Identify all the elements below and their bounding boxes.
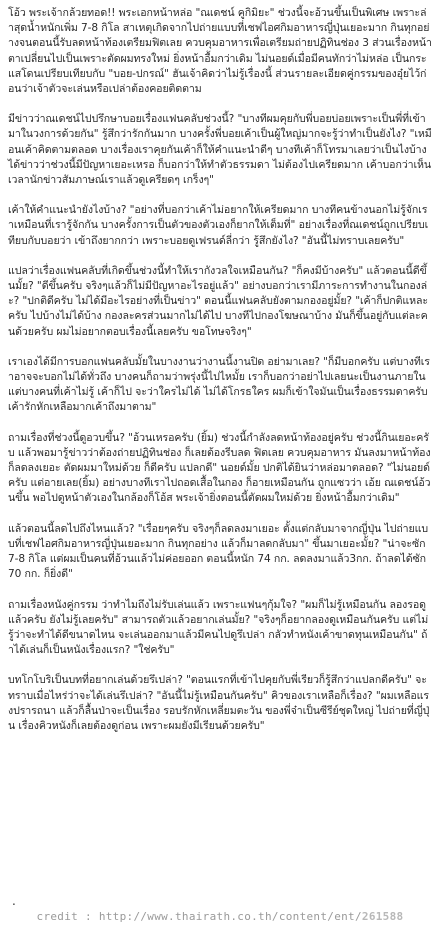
article-paragraph-8: ถามเรื่องหนังคู่กรรม ว่าทำไมถึงไม่รับเล่นแล้ว เพราะแฟนๆกุ้มใจ? "ผมก็ไม่รู้เหมือนกัน ลองรอดูแล้วครับ ยังไม่รู้เลยครับ" สามารถตัวแล้วอยากเล่นมั้ย? "จริงๆก็อยากลองดูเหมือนกันครับ แต่ไม่รู้ว่าจะทำได้ดีขนาดไหน จะเล่นออกมาแล้วมีคนไปดูรึเปล่า กลัวทำหนังเค้าขาดทุนเหมือนกัน" ถ้าได้เล่นก็เป็นหนังเรื่องแรก? "ใช่ครับ" xyxy=(8,598,429,657)
article-body xyxy=(8,6,432,734)
article-paragraph-9: บทโกโบริเป็นบทที่อยากเล่นด้วยรึเปล่า? "ตอนแรกที่เข้าไปคุยกับพี่เรียวก็รู้สึกว่าแปลกดีครับ" จะทราบเมื่อไหร่ว่าจะได้เล่นรึเปล่า? "อันนี้ไม่รู้เหมือนกันครับ" คิวของเราเหลือก็เรื่อง? "ผมเหลือแรงปรารถนา แล้วก็ลื้นป่าจะเป็นเรื่อง รอบรักหักเหลี่ยมตะวัน ของพี่จ๋าเป็นซีรีย์ชุดใหญ่ ไปถ่ายที่ญี่ปุ่น เรื่องคิวหนังก็เลยต้องดูก่อน เพราะผมยังมีเรียนด้วยครับ" xyxy=(8,674,430,732)
article-paragraph-6: ถามเรื่องที่ช่วงนี้ดูอวบขึ้น? "อ้วนเหรอครับ (ยิ้ม) ช่วงนี้กำลังลดหน้าท้องอยู่ครับ ช่วงนี้กินเยอะครับ แล้วพอมารู้ข่าวว่าต้องถ่ายปฏิทินช่อง ก็เลยต้องรีบลด ฟิตเลย ควบคุมอาหาร มันลงมาหน้าท้อง ก็ลดลงเยอะ ตัดผมมาใหม่ด้วย ก็ดีครับ แปลกดี" นอยด์มั้ย ปกติได้ยินว่าหล่อมาตลอด? "ไม่นอยด์ครับ แต่อายเลย(ยิ้ม) อย่างบางทีเราไปถอดเสื้อในกอง ก็อายเหมือนกัน ถูกแซวว่า เอ้ย ณเดชน์อ้วนขึ้น พอไปดูหน้าตัวเองในกล้องก็โอ้ส พระเจ้ายิ่งตอนนี้ตัดผมใหม่ด้วย ยิ่งหน้าอื้มกว่าเดิม" xyxy=(8,431,431,505)
article-paragraph-3: เค้าให้คำแนะนำยังไงบ้าง? "อย่างที่บอกว่าเค้าไม่อยากให้เครียดมาก บางทีคนข้างนอกไม่รู้จักเราเหมือนที่เรารู้จักกัน บางครั้งการเป็นตัวของตัวเองก็ยากให้เต็มที่" อย่างเรื่องที่ณเดชน์ถูกเปรียบเทียบกับบอยว่า เข้าถึงยากกว่า เพราะบอยดูเฟรนด์ลี่กว่า รู้สึกยังไง? "อันนี้ไม่ทราบเลยครับ" xyxy=(8,204,429,247)
credit-content-id: 261588 xyxy=(361,910,404,923)
article-paragraph-1: โอ้ว พระเจ้ากล้วยทอด!! พระเอกหน้าหล่อ "ณเดชน์ คูกิมิยะ" ช่วงนี้จะอ้วนขึ้นเป็นพิเศษ เพราะล่าสุดน้ำหนักเพิ่ม 7-8 กิโล สาเหตุเกิดจากไปถ่ายแบบที่เชฟไอศกิมอาหารญี่ปุ่นเยอะมาก กินทุกอย่างจนตอนนี้รับลดหน้าท้องเตรียมฟิตเลย ควบคุมอาหารเพื่อเตรียมถ่ายปฏิทินช่อง 3 ส่วนเรื่องหน้าตาเปลี่ยนไปเป็นเพราะตัดผมทรงใหม่ ยิ่งหน้าอื้มกว่าเดิม ไม่นอยด์เมื่อมีคนทักว่าไม่หล่อ เป็นกระแสโดนเปรียบเทียบกับ "บอย-ปกรณ์" ฮันเจ้าคิดว่าไม่รู้เรื่องนี้ ส่วนรายละเอียดคู่กรรมของอุ๋ยไว้ก่อนว่าเจ้าตัวจะเล่นหรือเปล่าต้องคอยติดตาม xyxy=(8,7,432,96)
credit-url: credit : http://www.thairath.co.th/content/ent/ xyxy=(36,910,362,923)
end-mark: . xyxy=(12,894,16,908)
article-paragraph-5: เราเองได้มีการบอกแฟนคลับมั้ยในบางงานว่างานนี้งานปิด อย่ามาเลย? "ก็มีบอกครับ แต่บางทีเราอาจจะบอกไม่ได้ทั่วถึง บางคนก็ถามว่าพรุ่งนี้ไปไหมั้ย เราก็บอกว่าอย่าไปเลยนะเป็นงานภายใน แต่บางคนที่เค้าไม่รู้ เค้าก็ไป จะว่าใครไม่ได้ ไม่ได้โกรธใคร ผมก็เข้าใจมันเป็นเรื่องธรรมดาครับ เค้ารักหักเหลือมากเค้าถึงมาตาม" xyxy=(8,355,430,414)
article-paragraph-7: แล้วตอนนี้ลดไปถึงไหนแล้ว? "เรื่อยๆครับ จริงๆก็ลดลงมาเยอะ ตั้งแต่กลับมาจากญี่ปุ่น ไปถ่ายแบบที่เชฟไอศกิมอาหารญี่ปุ่นเยอะมาก กินทุกอย่าง แล้วก็มาลดกลับมา" ขึ้นมาเยอะมั้ย? "น่าจะซัก 7-8 กิโล แต่ผมเป็นคนที่อ้วนแล้วไม่ค่อยออก ตอนนี้หนัก 74 กก. ลดลงมาแล้ว3กก. ถ้าลดได้ซัก 70 กก. ก็ยิ่งดี" xyxy=(8,522,428,581)
source-credit xyxy=(0,910,440,923)
article-paragraph-2: มีข่าวว่าณเดชน์ไปปรึกษาบอยเรื่องแฟนคลับช่วงนี้? "บางทีผมคุยกับพี่บอยบ่อยเพราะเป็นพี่ที่เข้ามาในวงการด้วยกัน" รู้สึกว่ารักกันมาก บางครั้งพี่บอยเค้าเป็นผู้ใหญ่มากจะรู้ว่าทำเป็นยังไง? "เหมือนเค้าคิดตามตลอด บางเรื่องเราคุยกันเค้าก็ให้คำแนะนำดีๆ บางทีเค้าก็โทรมาเลยว่าเป็นไงบ้าง ได้ข่าวว่าช่วงนี้มีปัญหาเยอะเหรอ ก็บอกว่าให้ทำตัวธรรมดา ไม่ต้องไปเครียดมาก เค้าบอกว่าเห็นเวลานักข่าวสัมภาษณ์เราแล้วดูเครียดๆ เกร็งๆ" xyxy=(8,113,432,187)
article-paragraph-4: แปลว่าเรื่องแฟนคลับที่เกิดขึ้นช่วงนี้ทำให้เรากังวลใจเหมือนกัน? "ก็คงมีบ้างครับ" แล้วตอนนี้ดีขึ้นมั้ย? "ดีขึ้นครับ จริงๆแล้วก็ไม่มีปัญหาอะไรอยู่แล้ว" อย่างบอกว่าเรามีภาระการทำงานในกองล่ะ? "ปกติดีครับ ไม่ได้มีอะไรอย่างที่เป็นข่าว" ตอนนี้แฟนคลับยังตามกองอยู่มั้ย? "เค้าก็ปกติแหละครับ ไปบ้างไม่ได้บ้าง กองละครส่วนมากไม่ได้ไป บางทีไปกองโฆษณาบ้าง มันก็ขึ้นอยู่กับแต่ละคนด้วยครับ ผมไม่อยากตอบเรื่องนี้เลยครับ ขอโทษจริงๆ" xyxy=(8,264,428,338)
